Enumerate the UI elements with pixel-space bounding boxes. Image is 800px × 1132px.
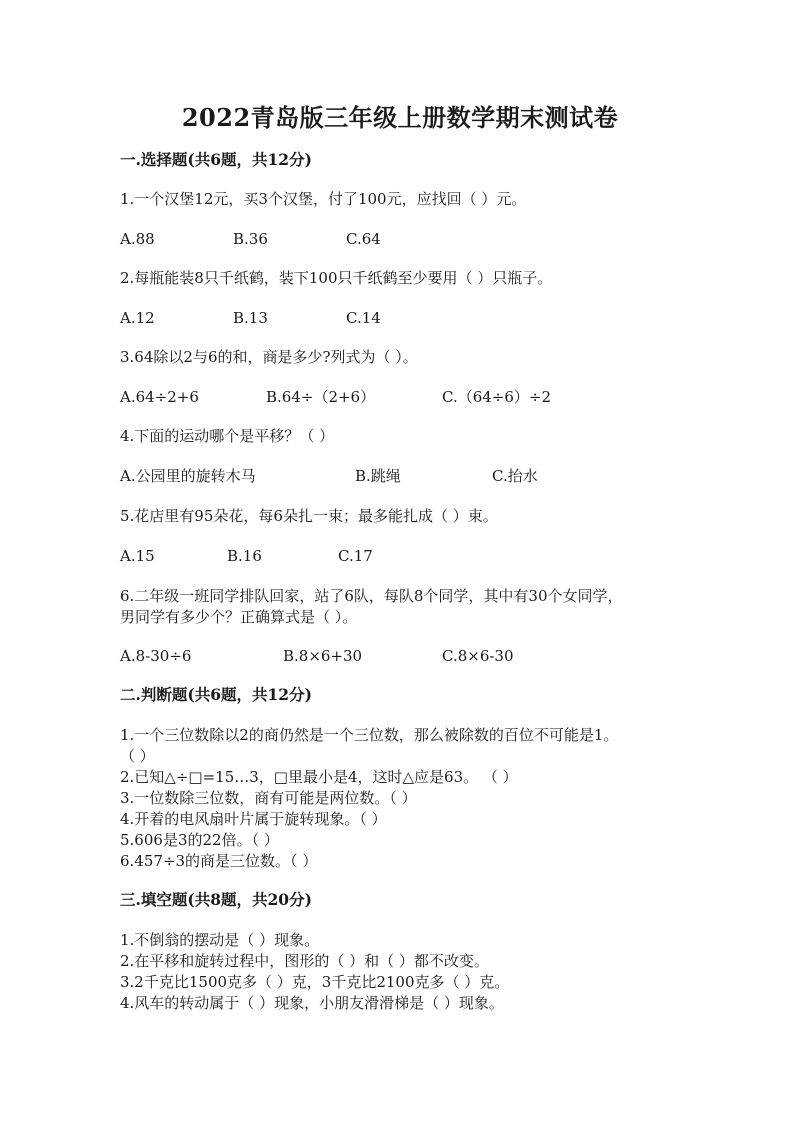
page-title: 2022青岛版三年级上册数学期末测试卷 [181,103,619,132]
option-b: B.16 [227,547,262,565]
option-b: B.36 [233,230,268,248]
question-text-continued: 男同学有多少个？正确算式是（ ）。 [120,608,358,626]
fill-item: 3.2千克比1500克多（ ）克，3千克比2100克多（ ）克。 [120,973,510,991]
judgment-item-bracket: （ ） [120,747,155,765]
option-c: C.抬水 [492,467,538,485]
option-a: A.88 [120,230,155,248]
question-text: 2.每瓶能装8只千纸鹤，装下100只千纸鹤至少要用（ ）只瓶子。 [120,269,553,287]
question-text: 3.64除以2与6的和，商是多少?列式为（ ）。 [120,348,418,366]
option-c: C.8×6-30 [442,647,514,665]
option-c: C.14 [346,309,381,327]
option-b: B.13 [233,309,268,327]
fill-item: 4.风车的转动属于（ ）现象，小朋友滑滑梯是（ ）现象。 [120,994,504,1012]
option-c: C.64 [346,230,381,248]
option-a: A.64÷2+6 [120,388,199,406]
option-c: C.（64÷6）÷2 [442,388,552,406]
question-text: 6.二年级一班同学排队回家，站了6队，每队8个同学，其中有30个女同学， [120,587,623,605]
judgment-item: 1.一个三位数除以2的商仍然是一个三位数，那么被除数的百位不可能是1。 [120,726,619,744]
option-b: B.跳绳 [355,467,401,485]
judgment-item: 4.开着的电风扇叶片属于旋转现象。（ ） [120,810,387,828]
option-a: A.公园里的旋转木马 [120,467,256,485]
option-b: B.8×6+30 [283,647,363,665]
question-text: 5.花店里有95朵花，每6朵扎一束；最多能扎成（ ）束。 [120,507,498,525]
section-heading-fill: 三.填空题(共8题，共20分) [120,890,312,909]
judgment-item: 5.606是3的22倍。（ ） [120,831,279,849]
option-a: A.8-30÷6 [120,647,192,665]
option-c: C.17 [338,547,373,565]
judgment-item: 6.457÷3的商是三位数。（ ） [120,852,318,870]
fill-item: 1.不倒翁的摆动是（ ）现象。 [120,931,320,949]
fill-item: 2.在平移和旋转过程中，图形的（ ）和（ ）都不改变。 [120,952,489,970]
option-b: B.64÷（2+6） [266,388,376,406]
option-a: A.12 [120,309,155,327]
question-text: 4.下面的运动哪个是平移？（ ） [120,427,335,445]
section-heading-choice: 一.选择题(共6题，共12分) [120,150,312,169]
section-heading-judgment: 二.判断题(共6题，共12分) [120,685,312,704]
question-text: 1.一个汉堡12元，买3个汉堡，付了100元，应找回（ ）元。 [120,190,527,208]
judgment-item: 2.已知△÷□=15…3，□里最小是4，这时△应是63。 （ ） [120,768,518,786]
option-a: A.15 [120,547,155,565]
judgment-item: 3.一位数除三位数，商有可能是两位数。（ ） [120,789,417,807]
